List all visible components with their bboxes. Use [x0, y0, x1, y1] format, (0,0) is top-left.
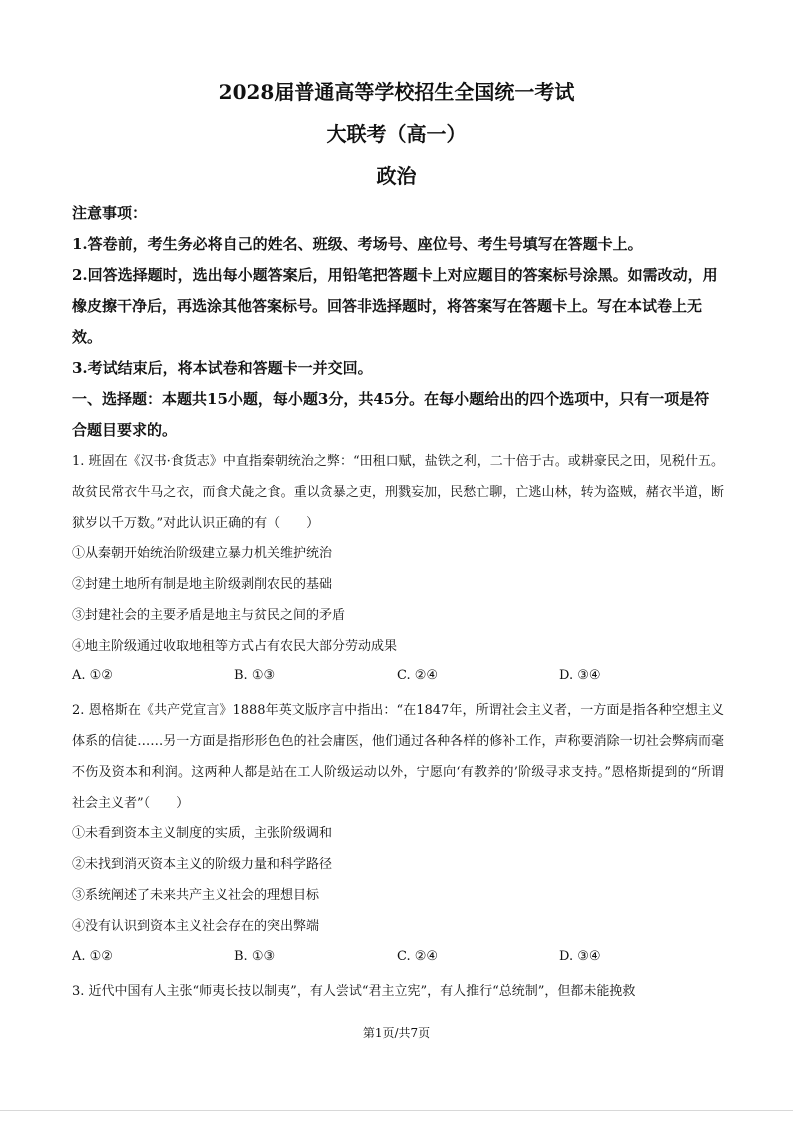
question-2-option-3: ③系统阐述了未来共产主义社会的理想目标 — [72, 888, 320, 903]
question-2-stem: 2. 恩格斯在《共产党宣言》1888年英文版序言中指出：“在1847年，所谓社会主义者，一方面是指各种空想主义体系的信徒……另一方面是指形形色色的社会庸医，他们通过各种各样的修补工作，声称要消除一切社会弊病而毫不伤及资本和利润。这两种人都是站在工人阶级运动以外，宁愿向‘有教养的’阶级寻求支持。”恩格斯提到的“所谓社会主义者”（ ） — [72, 703, 724, 811]
exam-subtitle: 大联考（高一） — [326, 122, 467, 146]
question-1-option-1: ①从秦朝开始统治阶级建立暴力机关维护统治 — [72, 546, 333, 561]
question-1-option-2: ②封建土地所有制是地主阶级剥削农民的基础 — [72, 577, 333, 592]
notice-heading: 注意事项： — [72, 204, 148, 222]
question-2-choice-c: C. ②④ — [397, 949, 439, 964]
subject-title: 政治 — [376, 164, 417, 188]
question-2-option-4: ④没有认识到资本主义社会存在的突出弊端 — [72, 919, 320, 934]
question-2-option-1: ①未看到资本主义制度的实质，主张阶级调和 — [72, 826, 333, 841]
question-1-choices — [72, 668, 724, 688]
page-bottom-divider — [0, 1110, 793, 1111]
question-1-option-4: ④地主阶级通过收取地租等方式占有农民大部分劳动成果 — [72, 639, 398, 654]
question-1-choice-d: D. ③④ — [559, 668, 601, 683]
question-2-choice-b: B. ①③ — [234, 949, 276, 964]
exam-title: 2028届普通高等学校招生全国统一考试 — [218, 80, 575, 104]
notice-item-1: 1.答卷前，考生务必将自己的姓名、班级、考场号、座位号、考生号填写在答题卡上。 — [72, 235, 643, 253]
question-3-stem: 3. 近代中国有人主张“师夷长技以制夷”，有人尝试“君主立宪”，有人推行“总统制”，但都未能挽救 — [72, 984, 636, 999]
question-2-choice-d: D. ③④ — [559, 949, 601, 964]
question-1-choice-b: B. ①③ — [234, 668, 276, 683]
question-1-choice-c: C. ②④ — [397, 668, 439, 683]
question-2-choice-a: A. ①② — [72, 949, 113, 964]
question-2-option-2: ②未找到消灭资本主义的阶级力量和科学路径 — [72, 857, 333, 872]
section-heading: 一、选择题：本题共15小题，每小题3分，共45分。在每小题给出的四个选项中，只有一项是符合题目要求的。 — [72, 390, 710, 439]
question-1-option-3: ③封建社会的主要矛盾是地主与贫民之间的矛盾 — [72, 608, 346, 623]
question-1-stem: 1. 班固在《汉书·食货志》中直指秦朝统治之弊：“田租口赋，盐铁之利，二十倍于古。或耕豪民之田，见税什五。故贫民常衣牛马之衣，而食犬彘之食。重以贪暴之吏，刑戮妄加，民愁亡聊，亡逃山林，转为盗贼，赭衣半道，断狱岁以千万数。”对此认识正确的有（ ） — [72, 454, 724, 531]
question-2-choices — [72, 949, 724, 969]
question-1-choice-a: A. ①② — [72, 668, 113, 683]
notice-item-2: 2.回答选择题时，选出每小题答案后，用铅笔把答题卡上对应题目的答案标号涂黑。如需改动，用橡皮擦干净后，再选涂其他答案标号。回答非选择题时，将答案写在答题卡上。写在本试卷上无效。 — [72, 266, 718, 346]
notice-item-3: 3.考试结束后，将本试卷和答题卡一并交回。 — [72, 359, 373, 377]
page-number: 第1页/共7页 — [362, 1026, 431, 1040]
